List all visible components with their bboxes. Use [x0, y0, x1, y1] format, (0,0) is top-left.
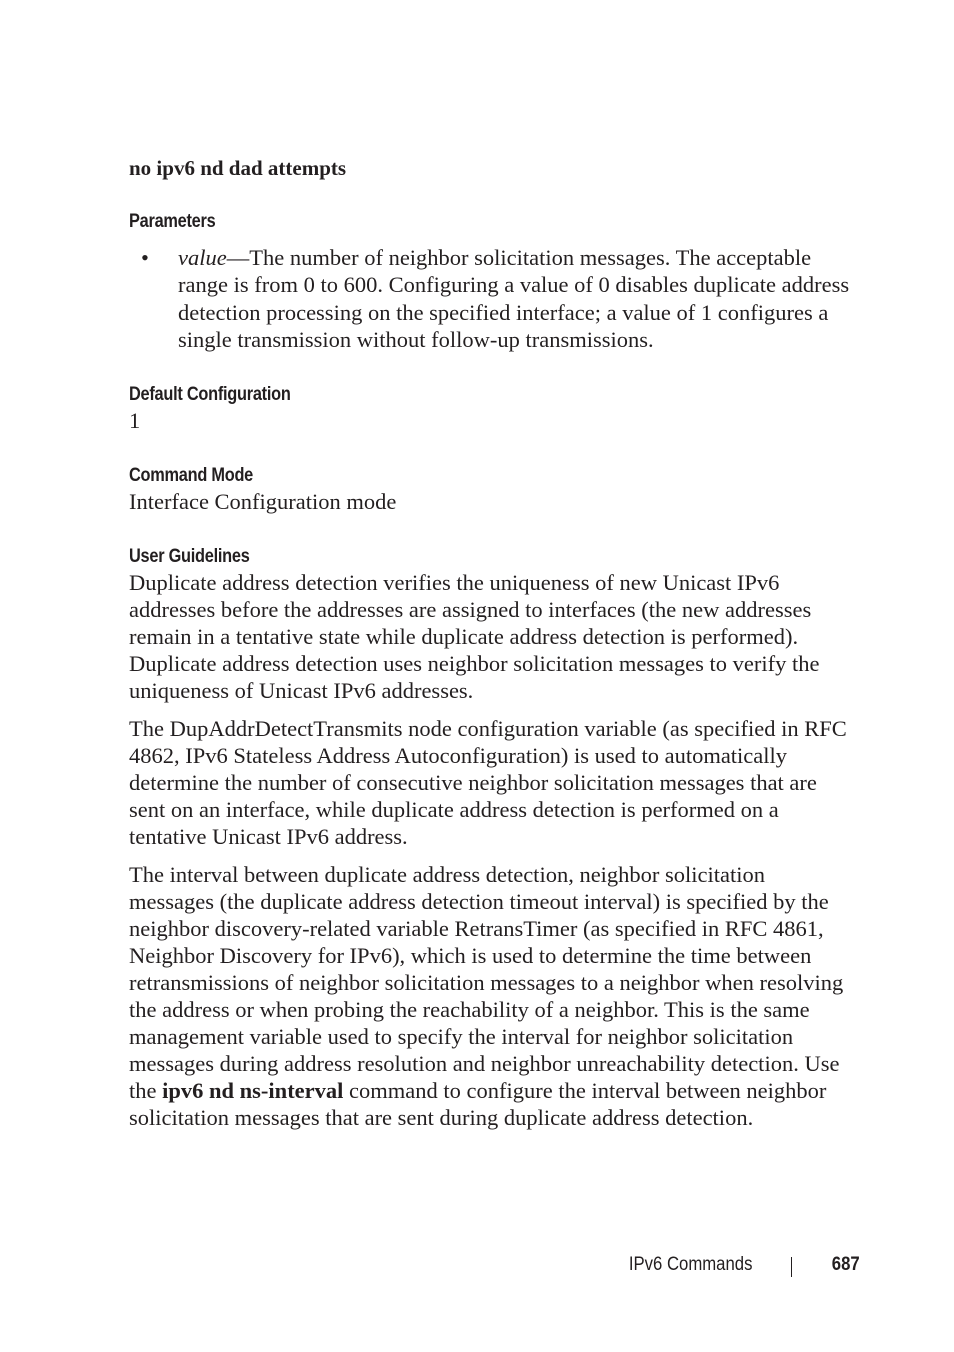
footer-separator	[791, 1257, 792, 1277]
command-reference: ipv6 nd ns-interval	[162, 1078, 344, 1104]
paragraph-3-text-after: command to configure the interval between neighbor solicitation messages that are sent during duplicate address detection.	[129, 1078, 827, 1131]
user-guidelines-paragraph-1: Duplicate address detection verifies the uniqueness of new Unicast IPv6 addresses before the addresses are assigned to interfaces (the new addresses remain in a tentative state while duplicate address detection is performed). Duplicate address detection uses neighbor solicitation messages to verify the uniqueness of Unicast IPv6 addresses.	[129, 570, 820, 704]
user-guidelines-paragraph-2: The DupAddrDetectTransmits node configuration variable (as specified in RFC 4862, IPv6 Stateless Address Autoconfiguration) is used to automatically determine the number of consecutive neighbor solicitation messages that are sent on an interface, while duplicate address detection is performed on a tentative Unicast IPv6 address.	[129, 716, 847, 850]
footer-section-name: IPv6 Commands	[628, 1254, 752, 1275]
parameter-item	[129, 244, 854, 353]
parameter-description: —The number of neighbor solicitation messages. The acceptable range is from 0 to 600. Configuring a value of 0 disables duplicate address detection processing on the specified interface; a value of 1 configures a single transmission without follow-up transmissions.	[178, 245, 850, 352]
default-configuration-heading: Default Configuration	[129, 384, 291, 406]
parameter-term: value	[178, 245, 227, 270]
default-configuration-section	[129, 383, 854, 434]
page-footer	[0, 1254, 860, 1282]
user-guidelines-heading: User Guidelines	[129, 546, 250, 568]
bullet-icon: •	[141, 245, 149, 270]
paragraph-3-text-before: The interval between duplicate address detection, neighbor solicitation messages (the duplicate address detection timeout interval) is specified by the neighbor discovery-related variable RetransTimer (as specified in RFC 4861, Neighbor Discovery for IPv6), which is used to determine the time between retransmissions of neighbor solicitation messages to a neighbor when resolving the address or when probing the reachability of a neighbor. This is the same management variable used to specify the interval for neighbor solicitation messages during address resolution and neighbor unreachability detection. Use the	[129, 862, 844, 1104]
page-number: 687	[832, 1254, 860, 1275]
command-syntax: no ipv6 nd dad attempts	[129, 156, 347, 180]
command-mode-value: Interface Configuration mode	[129, 489, 397, 515]
user-guidelines-paragraph-3	[129, 861, 854, 1131]
user-guidelines-section	[129, 545, 854, 1131]
command-mode-heading: Command Mode	[129, 465, 254, 487]
document-content	[129, 154, 854, 1142]
parameters-list	[129, 244, 854, 353]
command-mode-section	[129, 464, 854, 515]
default-configuration-value: 1	[129, 408, 141, 434]
parameters-heading: Parameters	[129, 211, 216, 232]
